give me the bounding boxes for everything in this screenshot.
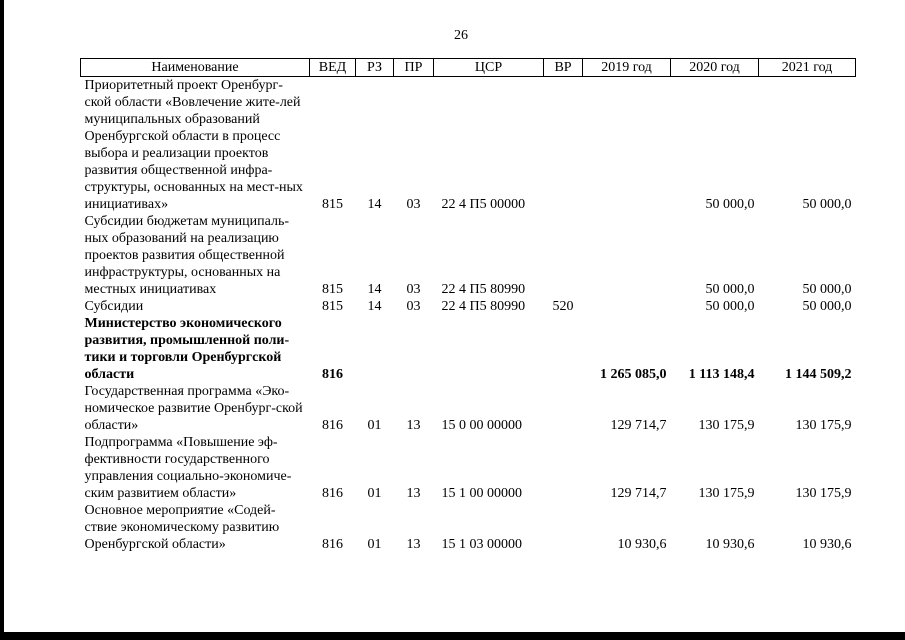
row-2019 <box>583 77 671 214</box>
row-2020: 50 000,0 <box>705 299 755 314</box>
table-row <box>81 298 856 315</box>
row-ved: 815 <box>322 197 343 212</box>
table-row <box>81 383 856 434</box>
row-2020: 10 930,6 <box>705 537 755 552</box>
row-2019: 129 714,7 <box>610 418 667 433</box>
row-ved: 815 <box>322 282 343 297</box>
row-ved: 816 <box>322 537 343 552</box>
row-2021: 10 930,6 <box>802 537 852 552</box>
row-csr: 22 4 П5 80990 <box>441 282 526 297</box>
table-row <box>81 502 856 553</box>
budget-table <box>80 58 856 553</box>
table-row <box>81 434 856 502</box>
row-vr <box>544 383 583 434</box>
row-csr <box>434 315 544 383</box>
row-csr: 15 1 03 00000 <box>441 537 522 552</box>
row-name: Подпрограмма «Повышение эф-фективности государственного управления социально-экономиче-ским развитием области» <box>84 435 292 501</box>
row-name: Основное мероприятие «Содей-ствие экономическому развитию Оренбургской области» <box>84 503 280 552</box>
row-vr <box>544 77 583 214</box>
row-2019: 10 930,6 <box>617 537 667 552</box>
row-rz: 01 <box>367 418 382 433</box>
header-rz: РЗ <box>356 59 394 77</box>
row-2019: 129 714,7 <box>610 486 667 501</box>
row-rz: 14 <box>367 197 382 212</box>
row-2019: 1 265 085,0 <box>600 367 667 382</box>
row-name: Государственная программа «Эко-номическое развитие Оренбург-ской области» <box>84 384 303 433</box>
row-ved: 816 <box>322 367 343 382</box>
scan-border-bottom <box>0 632 905 640</box>
row-2021: 50 000,0 <box>802 282 852 297</box>
row-vr <box>544 315 583 383</box>
row-csr: 22 4 П5 00000 <box>441 197 526 212</box>
row-csr: 22 4 П5 80990 <box>441 299 526 314</box>
header-vr: ВР <box>544 59 583 77</box>
header-pr: ПР <box>394 59 434 77</box>
row-vr <box>544 213 583 298</box>
row-2020: 1 113 148,4 <box>688 367 755 382</box>
table-row <box>81 77 856 214</box>
header-2021: 2021 год <box>759 59 856 77</box>
row-ved: 815 <box>322 299 343 314</box>
row-2019 <box>583 213 671 298</box>
row-rz: 01 <box>367 537 382 552</box>
scan-border-left <box>0 0 4 640</box>
row-name: Министерство экономического развития, промышленной поли-тики и торговли Оренбургской области <box>84 316 290 382</box>
header-csr: ЦСР <box>434 59 544 77</box>
row-rz: 14 <box>367 299 382 314</box>
row-csr: 15 0 00 00000 <box>441 418 522 433</box>
row-name: Приоритетный проект Оренбург-ской области «Вовлечение жите-лей муниципальных образований Оренбургской области в процесс выбора и реализации проектов развития общественной инфра-структуры, основанных на мест-ных инициативах» <box>84 78 303 212</box>
page-number: 26 <box>454 28 468 43</box>
row-ved: 816 <box>322 418 343 433</box>
header-ved: ВЕД <box>310 59 356 77</box>
row-2020: 130 175,9 <box>698 418 755 433</box>
row-pr: 03 <box>406 197 421 212</box>
row-2021: 1 144 509,2 <box>785 367 852 382</box>
header-2020: 2020 год <box>671 59 759 77</box>
row-vr <box>544 434 583 502</box>
row-rz <box>356 315 394 383</box>
row-pr: 13 <box>406 418 421 433</box>
row-2021: 130 175,9 <box>795 418 852 433</box>
row-2020: 50 000,0 <box>705 197 755 212</box>
row-ved: 816 <box>322 486 343 501</box>
row-2021: 50 000,0 <box>802 299 852 314</box>
row-csr: 15 1 00 00000 <box>441 486 522 501</box>
row-name: Субсидии <box>84 299 144 314</box>
header-2019: 2019 год <box>583 59 671 77</box>
table-row <box>81 213 856 298</box>
row-2021: 50 000,0 <box>802 197 852 212</box>
row-pr: 13 <box>406 537 421 552</box>
row-pr: 03 <box>406 282 421 297</box>
table-header-row <box>81 59 856 77</box>
row-vr: 520 <box>552 299 574 314</box>
row-2019 <box>583 298 671 315</box>
row-2020: 130 175,9 <box>698 486 755 501</box>
row-2020: 50 000,0 <box>705 282 755 297</box>
row-pr: 13 <box>406 486 421 501</box>
row-vr <box>544 502 583 553</box>
row-pr <box>394 315 434 383</box>
row-2021: 130 175,9 <box>795 486 852 501</box>
table-row <box>81 315 856 383</box>
row-rz: 01 <box>367 486 382 501</box>
row-pr: 03 <box>406 299 421 314</box>
row-name: Субсидии бюджетам муниципаль-ных образований на реализацию проектов развития общественной инфраструктуры, основанных на местных инициативах <box>84 214 289 297</box>
row-rz: 14 <box>367 282 382 297</box>
header-name: Наименование <box>81 59 310 77</box>
